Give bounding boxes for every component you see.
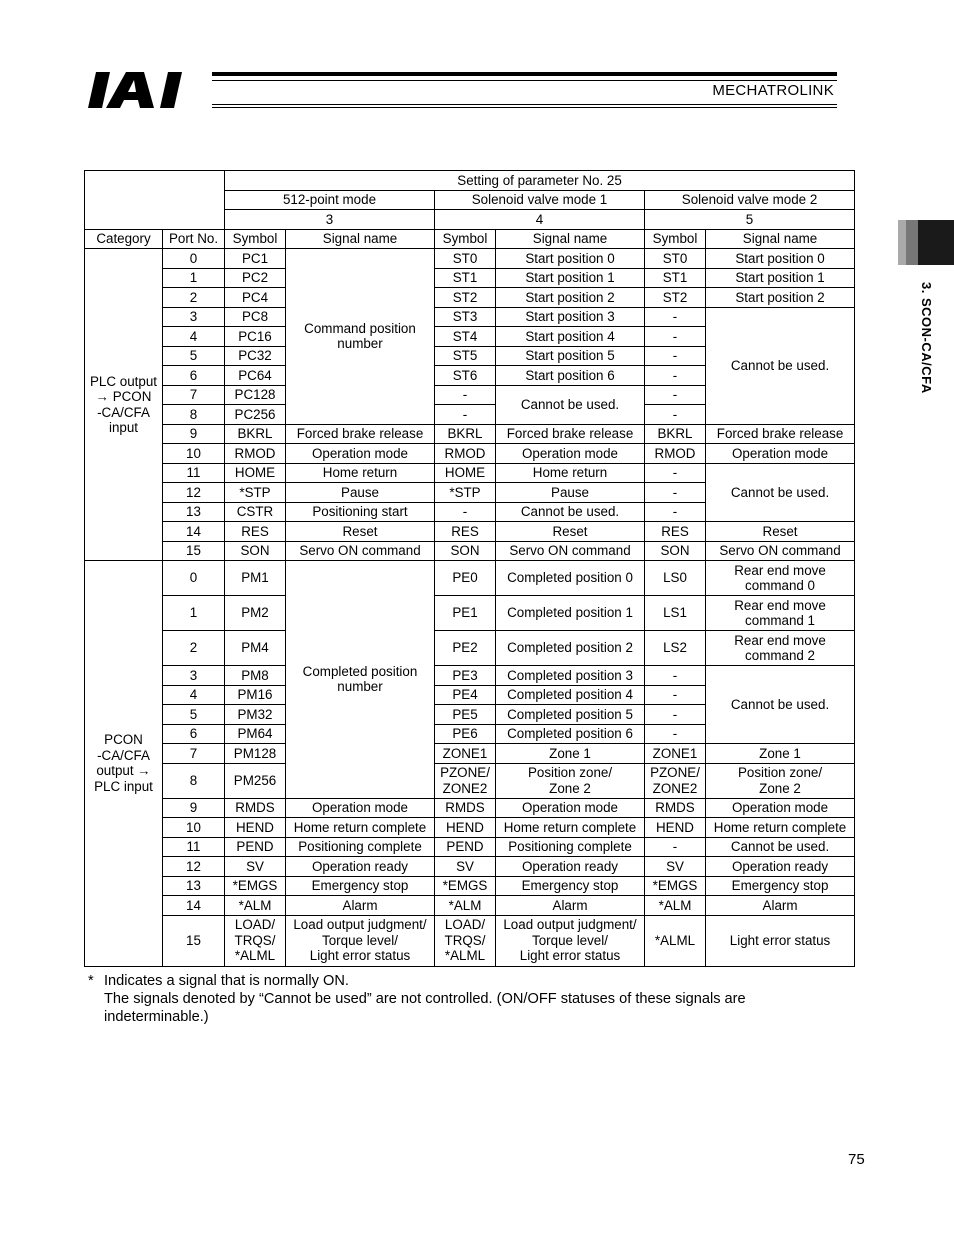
- table-cell: -: [645, 724, 706, 744]
- table-cell: 12: [163, 857, 225, 877]
- table-cell: Cannot be used.: [496, 502, 645, 522]
- table-row: [85, 798, 855, 818]
- table-cell: Forced brake release: [496, 424, 645, 444]
- header-rule-thin: [212, 104, 837, 105]
- table-cell: SON: [645, 541, 706, 561]
- table-cell: Cannot be used.: [706, 463, 855, 522]
- table-cell: 10: [163, 444, 225, 464]
- header-rule-thin: [212, 107, 837, 108]
- table-row: [85, 171, 855, 191]
- table-cell: Port No.: [163, 229, 225, 249]
- table-cell: -: [645, 385, 706, 405]
- table-cell: 8: [163, 763, 225, 798]
- table-cell: Positioning complete: [286, 837, 435, 857]
- section-title: MECHATROLINK: [712, 82, 834, 99]
- table-cell: Cannot be used.: [706, 837, 855, 857]
- table-cell: HOME: [225, 463, 286, 483]
- table-cell: PCON -CA/CFA output → PLC input: [85, 561, 163, 967]
- table-cell: *STP: [225, 483, 286, 503]
- table-cell: *ALM: [645, 896, 706, 916]
- table-cell: *ALML: [645, 915, 706, 966]
- table-cell: 4: [435, 210, 645, 230]
- table-cell: PM4: [225, 631, 286, 666]
- table-cell: PC16: [225, 327, 286, 347]
- table-cell: 14: [163, 522, 225, 542]
- table-cell: PZONE/ ZONE2: [435, 763, 496, 798]
- table-cell: Alarm: [706, 896, 855, 916]
- table-cell: -: [645, 705, 706, 725]
- table-cell: Forced brake release: [706, 424, 855, 444]
- table-cell: PC64: [225, 366, 286, 386]
- table-cell: 5: [645, 210, 855, 230]
- table-cell: Solenoid valve mode 2: [645, 190, 855, 210]
- table-cell: Forced brake release: [286, 424, 435, 444]
- table-row: [85, 744, 855, 764]
- table-cell: Completed position 6: [496, 724, 645, 744]
- table-cell: LOAD/ TRQS/ *ALML: [225, 915, 286, 966]
- footnote-text: Indicates a signal that is normally ON.: [104, 973, 349, 989]
- table-cell: -: [645, 463, 706, 483]
- table-cell: HEND: [225, 818, 286, 838]
- table-cell: SON: [225, 541, 286, 561]
- table-cell: Rear end move command 0: [706, 561, 855, 596]
- table-cell: Load output judgment/ Torque level/ Light error status: [286, 915, 435, 966]
- table-cell: Start position 0: [706, 249, 855, 269]
- footnote-text: The signals denoted by “Cannot be used” are not controlled. (ON/OFF statuses of these signals are indeterminable.): [104, 991, 746, 1025]
- table-cell: PE0: [435, 561, 496, 596]
- table-row: [85, 876, 855, 896]
- table-cell: SV: [225, 857, 286, 877]
- table-cell: PZONE/ ZONE2: [645, 763, 706, 798]
- table-cell: Cannot be used.: [706, 666, 855, 744]
- table-cell: Load output judgment/ Torque level/ Light error status: [496, 915, 645, 966]
- table-cell: Operation ready: [496, 857, 645, 877]
- table-cell: -: [645, 837, 706, 857]
- table-cell: Light error status: [706, 915, 855, 966]
- table-cell: ST6: [435, 366, 496, 386]
- table-cell: 6: [163, 724, 225, 744]
- table-cell: Completed position 5: [496, 705, 645, 725]
- table-cell: Symbol: [645, 229, 706, 249]
- footnote: [88, 972, 848, 1026]
- table-cell: PLC output → PCON -CA/CFA input: [85, 249, 163, 561]
- table-cell: 6: [163, 366, 225, 386]
- table-cell: Pause: [286, 483, 435, 503]
- table-cell: 13: [163, 502, 225, 522]
- table-cell: 4: [163, 685, 225, 705]
- table-cell: Reset: [496, 522, 645, 542]
- table-row: [85, 818, 855, 838]
- table-cell: Home return complete: [706, 818, 855, 838]
- table-cell: -: [645, 685, 706, 705]
- table-row: [85, 463, 855, 483]
- table-cell: RMOD: [435, 444, 496, 464]
- table-cell: Operation mode: [706, 444, 855, 464]
- table-cell: Zone 1: [706, 744, 855, 764]
- table-cell: Home return: [286, 463, 435, 483]
- iai-logo: [88, 70, 206, 110]
- table-cell: 10: [163, 818, 225, 838]
- table-cell: -: [645, 346, 706, 366]
- table-cell: Home return: [496, 463, 645, 483]
- table-cell: Start position 0: [496, 249, 645, 269]
- table-cell: Rear end move command 1: [706, 596, 855, 631]
- table-cell: Emergency stop: [496, 876, 645, 896]
- table-cell: PE1: [435, 596, 496, 631]
- table-row: [85, 596, 855, 631]
- table-cell: Completed position 1: [496, 596, 645, 631]
- table-cell: Completed position 2: [496, 631, 645, 666]
- table-cell: Operation mode: [496, 444, 645, 464]
- page-number: 75: [848, 1151, 865, 1168]
- table-cell: -: [435, 502, 496, 522]
- side-tab-label: 3. SCON-CA/CFA: [919, 282, 934, 394]
- table-cell: Positioning start: [286, 502, 435, 522]
- table-cell: PM32: [225, 705, 286, 725]
- table-cell: Completed position 4: [496, 685, 645, 705]
- table-cell: PM2: [225, 596, 286, 631]
- table-row: [85, 857, 855, 877]
- table-cell: 12: [163, 483, 225, 503]
- table-row: [85, 631, 855, 666]
- table-cell: ST0: [645, 249, 706, 269]
- table-cell: Symbol: [225, 229, 286, 249]
- table-row: [85, 444, 855, 464]
- table-cell: BKRL: [435, 424, 496, 444]
- table-row: [85, 424, 855, 444]
- table-cell: BKRL: [225, 424, 286, 444]
- table-cell: LS2: [645, 631, 706, 666]
- table-row: [85, 522, 855, 542]
- table-cell: RMDS: [435, 798, 496, 818]
- table-cell: 2: [163, 631, 225, 666]
- table-cell: -: [645, 307, 706, 327]
- header-rule-thick: [212, 72, 837, 76]
- table-cell: 9: [163, 424, 225, 444]
- table-cell: PC4: [225, 288, 286, 308]
- table-cell: PM1: [225, 561, 286, 596]
- table-cell: LS0: [645, 561, 706, 596]
- table-cell: Start position 3: [496, 307, 645, 327]
- table-cell: Reset: [286, 522, 435, 542]
- side-tab: [918, 220, 954, 265]
- table-cell: -: [645, 405, 706, 425]
- table-row: [85, 837, 855, 857]
- table-cell: RES: [435, 522, 496, 542]
- table-cell: Cannot be used.: [706, 307, 855, 424]
- table-cell: 15: [163, 541, 225, 561]
- table-cell: PC1: [225, 249, 286, 269]
- table-cell: 8: [163, 405, 225, 425]
- table-cell: Operation mode: [286, 444, 435, 464]
- table-cell: Servo ON command: [496, 541, 645, 561]
- table-cell: Setting of parameter No. 25: [225, 171, 855, 191]
- table-cell: 5: [163, 705, 225, 725]
- table-cell: Start position 1: [496, 268, 645, 288]
- table-cell: -: [645, 502, 706, 522]
- table-cell: -: [645, 366, 706, 386]
- table-cell: 15: [163, 915, 225, 966]
- table-cell: Operation mode: [286, 798, 435, 818]
- table-cell: Command position number: [286, 249, 435, 425]
- table-cell: Cannot be used.: [496, 385, 645, 424]
- table-cell: Home return complete: [286, 818, 435, 838]
- table-row: [85, 249, 855, 269]
- table-cell: Positioning complete: [496, 837, 645, 857]
- table-cell: 7: [163, 385, 225, 405]
- table-cell: 3: [163, 666, 225, 686]
- table-cell: -: [645, 666, 706, 686]
- table-cell: Completed position 3: [496, 666, 645, 686]
- table-cell: PC2: [225, 268, 286, 288]
- table-cell: LOAD/ TRQS/ *ALML: [435, 915, 496, 966]
- table-cell: Completed position number: [286, 561, 435, 799]
- table-cell: Start position 2: [706, 288, 855, 308]
- table-cell: Servo ON command: [286, 541, 435, 561]
- table-cell: RMDS: [645, 798, 706, 818]
- table-cell: 3: [225, 210, 435, 230]
- table-cell: 1: [163, 268, 225, 288]
- table-cell: ST0: [435, 249, 496, 269]
- table-cell: PE3: [435, 666, 496, 686]
- table-cell: Operation mode: [496, 798, 645, 818]
- table-cell: PE5: [435, 705, 496, 725]
- table-cell: SV: [645, 857, 706, 877]
- table-row: [85, 561, 855, 596]
- table-cell: 512-point mode: [225, 190, 435, 210]
- table-cell: Servo ON command: [706, 541, 855, 561]
- table-cell: CSTR: [225, 502, 286, 522]
- signal-table: [84, 170, 855, 967]
- table-cell: 14: [163, 896, 225, 916]
- table-cell: 9: [163, 798, 225, 818]
- table-row: [85, 229, 855, 249]
- table-cell: PC128: [225, 385, 286, 405]
- table-cell: SON: [435, 541, 496, 561]
- table-cell: RES: [225, 522, 286, 542]
- table-cell: PC32: [225, 346, 286, 366]
- table-cell: Start position 2: [496, 288, 645, 308]
- table-cell: ST2: [645, 288, 706, 308]
- table-cell: Emergency stop: [286, 876, 435, 896]
- table-row: [85, 541, 855, 561]
- table-cell: PM8: [225, 666, 286, 686]
- table-cell: *EMGS: [645, 876, 706, 896]
- table-cell: PM16: [225, 685, 286, 705]
- table-cell: Alarm: [286, 896, 435, 916]
- table-row: [85, 915, 855, 966]
- table-cell: Category: [85, 229, 163, 249]
- table-cell: BKRL: [645, 424, 706, 444]
- table-cell: PM128: [225, 744, 286, 764]
- table-row: [85, 763, 855, 798]
- table-cell: *ALM: [435, 896, 496, 916]
- table-cell: Home return complete: [496, 818, 645, 838]
- table-cell: Start position 5: [496, 346, 645, 366]
- table-cell: Rear end move command 2: [706, 631, 855, 666]
- table-cell: ST1: [435, 268, 496, 288]
- table-cell: PM256: [225, 763, 286, 798]
- table-cell: ST3: [435, 307, 496, 327]
- table-cell: HEND: [435, 818, 496, 838]
- table-cell: RMDS: [225, 798, 286, 818]
- table-cell: 0: [163, 249, 225, 269]
- table-cell: Signal name: [496, 229, 645, 249]
- table-cell: PE2: [435, 631, 496, 666]
- table-cell: -: [645, 483, 706, 503]
- table-cell: Operation ready: [286, 857, 435, 877]
- table-cell: PEND: [225, 837, 286, 857]
- table-cell: Signal name: [706, 229, 855, 249]
- table-cell: PE6: [435, 724, 496, 744]
- table-cell: Operation mode: [706, 798, 855, 818]
- table-cell: Completed position 0: [496, 561, 645, 596]
- table-cell: -: [645, 327, 706, 347]
- table-cell: RMOD: [225, 444, 286, 464]
- table-cell: 11: [163, 837, 225, 857]
- table-cell: 0: [163, 561, 225, 596]
- table-cell: -: [435, 405, 496, 425]
- table-cell: Alarm: [496, 896, 645, 916]
- table-cell: Emergency stop: [706, 876, 855, 896]
- table-cell: Start position 1: [706, 268, 855, 288]
- table-cell: Pause: [496, 483, 645, 503]
- table-cell: PM64: [225, 724, 286, 744]
- table-cell: [85, 171, 225, 230]
- table-cell: RMOD: [645, 444, 706, 464]
- footnote-marker: *: [88, 973, 94, 989]
- table-cell: ST2: [435, 288, 496, 308]
- table-cell: Symbol: [435, 229, 496, 249]
- table-cell: RES: [645, 522, 706, 542]
- table-row: [85, 288, 855, 308]
- table-cell: 1: [163, 596, 225, 631]
- table-cell: Position zone/ Zone 2: [706, 763, 855, 798]
- table-cell: Operation ready: [706, 857, 855, 877]
- table-cell: HOME: [435, 463, 496, 483]
- table-row: [85, 666, 855, 686]
- table-cell: SV: [435, 857, 496, 877]
- table-cell: PC8: [225, 307, 286, 327]
- table-cell: PE4: [435, 685, 496, 705]
- table-cell: PEND: [435, 837, 496, 857]
- table-cell: 3: [163, 307, 225, 327]
- table-cell: HEND: [645, 818, 706, 838]
- table-cell: *STP: [435, 483, 496, 503]
- table-cell: PC256: [225, 405, 286, 425]
- table-row: [85, 896, 855, 916]
- table-cell: Reset: [706, 522, 855, 542]
- table-cell: *ALM: [225, 896, 286, 916]
- side-tab-decoration: [898, 220, 906, 265]
- table-cell: *EMGS: [435, 876, 496, 896]
- table-cell: 5: [163, 346, 225, 366]
- table-cell: Signal name: [286, 229, 435, 249]
- table-row: [85, 307, 855, 327]
- table-cell: 11: [163, 463, 225, 483]
- table-cell: ZONE1: [435, 744, 496, 764]
- table-cell: ST5: [435, 346, 496, 366]
- table-cell: LS1: [645, 596, 706, 631]
- table-cell: 4: [163, 327, 225, 347]
- table-cell: -: [435, 385, 496, 405]
- table-cell: ST4: [435, 327, 496, 347]
- table-cell: 2: [163, 288, 225, 308]
- table-cell: Start position 6: [496, 366, 645, 386]
- table-cell: ST1: [645, 268, 706, 288]
- table-cell: 13: [163, 876, 225, 896]
- table-cell: ZONE1: [645, 744, 706, 764]
- table-cell: *EMGS: [225, 876, 286, 896]
- table-cell: Start position 4: [496, 327, 645, 347]
- table-cell: Solenoid valve mode 1: [435, 190, 645, 210]
- table-row: [85, 268, 855, 288]
- header-rule-thin: [212, 80, 837, 81]
- side-tab-decoration: [906, 220, 918, 265]
- table-cell: Position zone/ Zone 2: [496, 763, 645, 798]
- table-cell: 7: [163, 744, 225, 764]
- table-cell: Zone 1: [496, 744, 645, 764]
